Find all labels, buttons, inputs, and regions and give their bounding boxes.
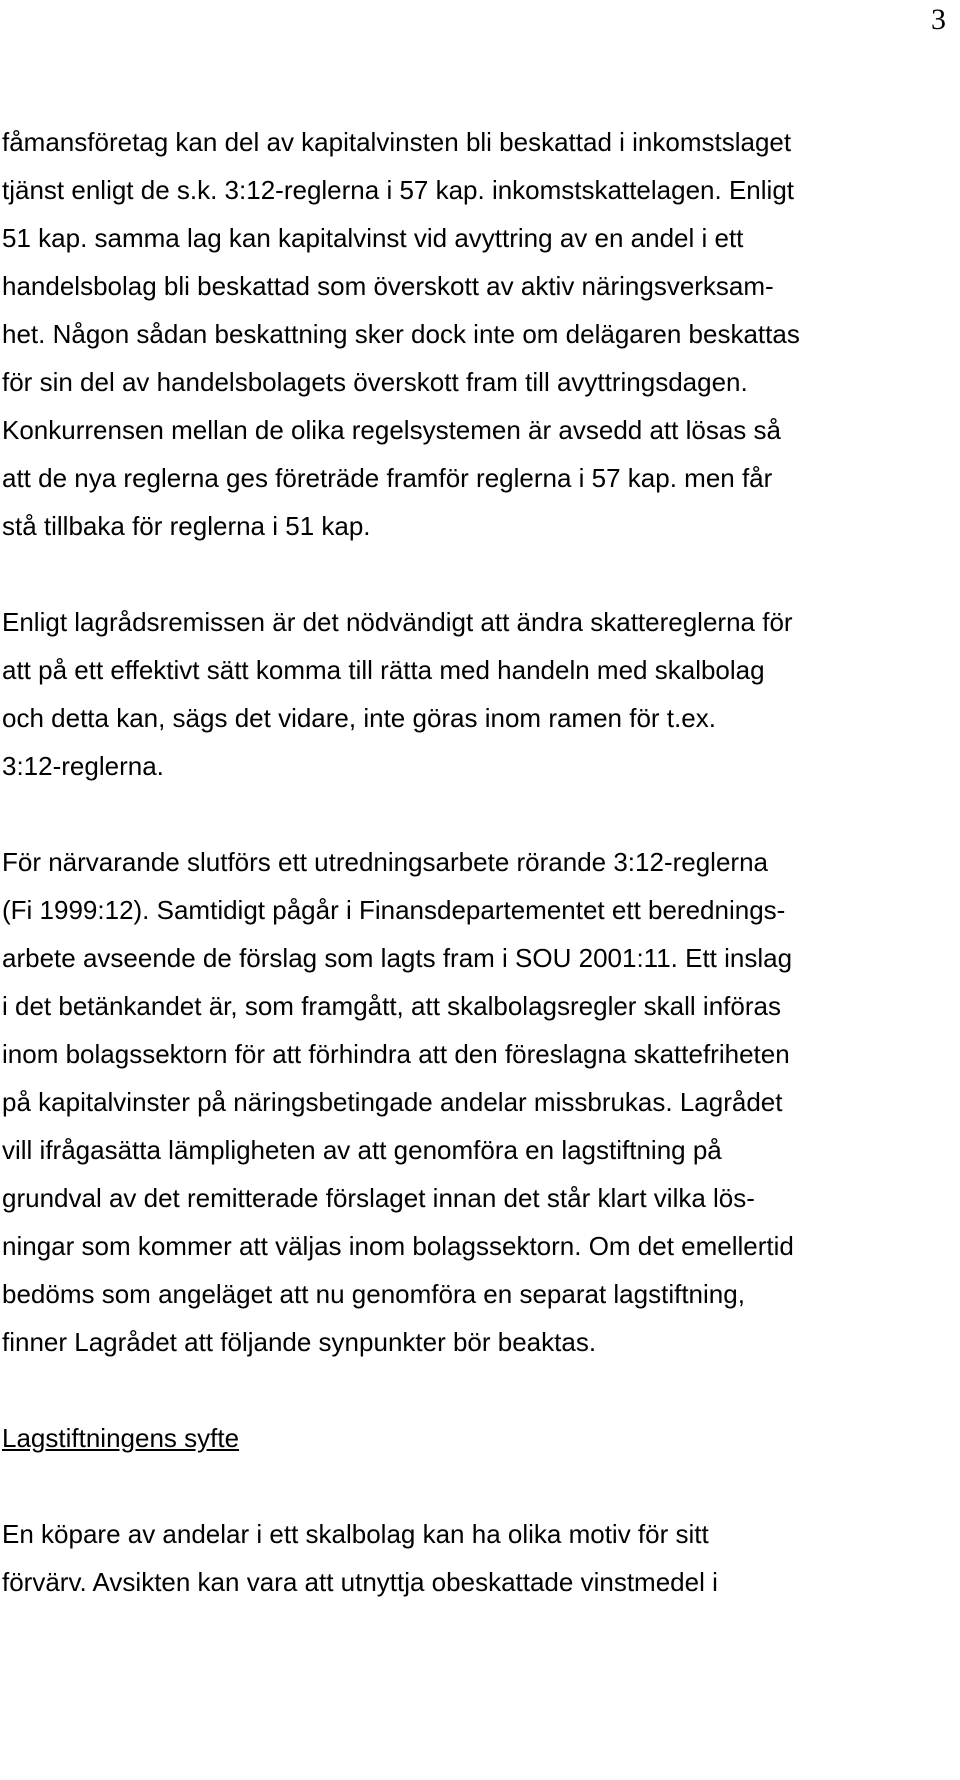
text-line: bedöms som angeläget att nu genomföra en separat lagstiftning, [2, 1279, 745, 1309]
text-line: att på ett effektivt sätt komma till rätta med handeln med skalbolag [2, 655, 765, 685]
text-line: fåmansföretag kan del av kapitalvinsten bli beskattad i inkomstslaget [2, 127, 792, 157]
text-line: handelsbolag bli beskattad som överskott av aktiv näringsverksam- [2, 271, 774, 301]
text-line: (Fi 1999:12). Samtidigt pågår i Finansdepartementet ett berednings- [2, 895, 786, 925]
text-line: grundval av det remitterade förslaget innan det står klart vilka lös- [2, 1183, 755, 1213]
text-line: arbete avseende de förslag som lagts fram i SOU 2001:11. Ett inslag [2, 943, 793, 973]
text-line: finner Lagrådet att följande synpunkter bör beaktas. [2, 1327, 597, 1357]
text-line: het. Någon sådan beskattning sker dock inte om delägaren beskattas [2, 319, 800, 349]
paragraph-spacer [0, 1462, 960, 1510]
text-line: tjänst enligt de s.k. 3:12-reglerna i 57 kap. inkomstskattelagen. Enligt [2, 175, 794, 205]
paragraph-spacer [0, 1366, 960, 1414]
text-line: och detta kan, sägs det vidare, inte göras inom ramen för t.ex. [2, 703, 716, 733]
text-line: vill ifrågasätta lämpligheten av att genomföra en lagstiftning på [2, 1135, 722, 1165]
text-line: För närvarande slutförs ett utredningsarbete rörande 3:12-reglerna [2, 847, 768, 877]
paragraph-spacer [0, 790, 960, 838]
text-line: inom bolagssektorn för att förhindra att den föreslagna skattefriheten [2, 1039, 790, 1069]
text-line: förvärv. Avsikten kan vara att utnyttja obeskattade vinstmedel i [2, 1567, 718, 1597]
text-line: på kapitalvinster på näringsbetingade andelar missbrukas. Lagrådet [2, 1087, 783, 1117]
text-line: Konkurrensen mellan de olika regelsystemen är avsedd att lösas så [2, 415, 781, 445]
text-line: En köpare av andelar i ett skalbolag kan ha olika motiv för sitt [2, 1519, 709, 1549]
text-line: stå tillbaka för reglerna i 51 kap. [2, 511, 371, 541]
paragraph-spacer [0, 550, 960, 598]
text-line: 3:12-reglerna. [2, 751, 164, 781]
paragraph-2 [0, 598, 960, 790]
section-heading: Lagstiftningens syfte [2, 1423, 240, 1453]
text-line: Enligt lagrådsremissen är det nödvändigt att ändra skattereglerna för [2, 607, 793, 637]
paragraph-3 [0, 838, 960, 1366]
paragraph-4 [0, 1510, 960, 1606]
paragraph-1 [0, 118, 960, 550]
text-line: att de nya reglerna ges företräde framför reglerna i 57 kap. men får [2, 463, 773, 493]
text-line: för sin del av handelsbolagets överskott fram till avyttringsdagen. [2, 367, 748, 397]
text-line: ningar som kommer att väljas inom bolagssektorn. Om det emellertid [2, 1231, 794, 1261]
page-number: 3 [931, 3, 946, 36]
text-line: i det betänkandet är, som framgått, att skalbolagsregler skall införas [2, 991, 781, 1021]
text-line: 51 kap. samma lag kan kapitalvinst vid avyttring av en andel i ett [2, 223, 744, 253]
document-body [0, 118, 960, 1606]
